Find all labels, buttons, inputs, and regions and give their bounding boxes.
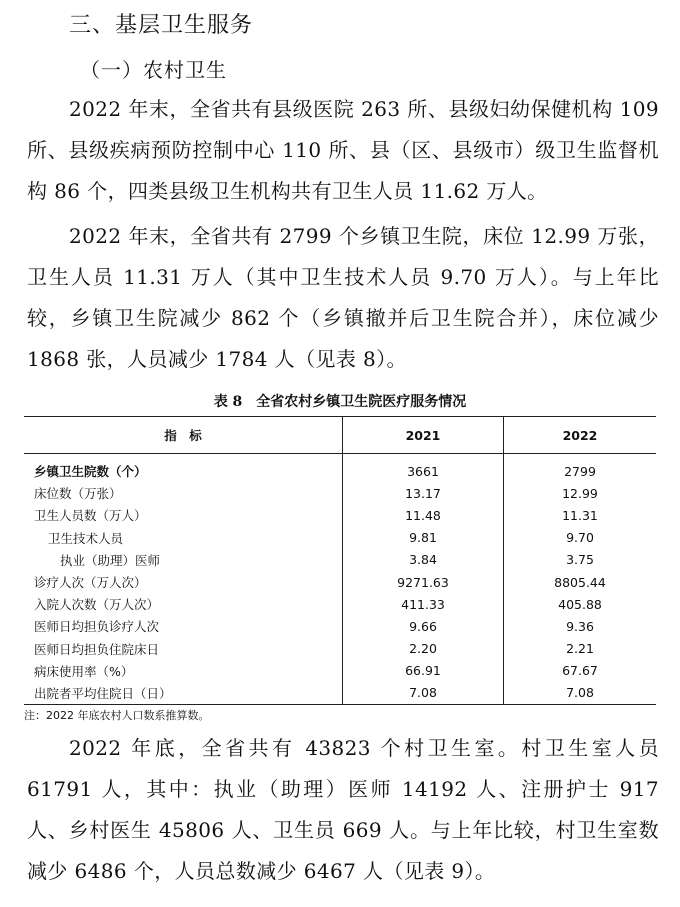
- value-2021: 66.91: [343, 660, 504, 682]
- value-2022: 67.67: [562, 663, 598, 679]
- table-row: [24, 682, 656, 705]
- table-row: [24, 638, 656, 660]
- row-label: 出院者平均住院日（日）: [24, 682, 343, 705]
- table-row: [24, 454, 656, 483]
- value-2021: 7.08: [343, 682, 504, 705]
- value-2022: 405.88: [558, 596, 602, 612]
- row-label: 医师日均担负住院床日: [34, 641, 160, 657]
- value-2022: 12.99: [562, 485, 598, 501]
- header-year-2021: 2021: [343, 417, 504, 454]
- value-2022: 8805.44: [554, 574, 606, 590]
- paragraph-text: 2022 年末，全省共有 2799 个乡镇卫生院，床位 12.99 万张，卫生人员 11.31 万人（其中卫生技术人员 9.70 万人）。与上年比较，乡镇卫生院减少 862 个（乡镇撤并后卫生院合并），床位减少 1868 张，人员减少 1784 人（见表 8）。: [27, 224, 659, 371]
- value-2022: 2.21: [566, 641, 594, 657]
- paragraph-township-health-centers: [27, 216, 659, 380]
- section-title: 三、基层卫生服务: [69, 13, 254, 38]
- paragraph-text: 2022 年底，全省共有 43823 个村卫生室。村卫生室人员 61791 人，其中：执业（助理）医师 14192 人、注册护士 917 人、乡村医生 45806 人、卫生员 669 人。与上年比较，村卫生室数减少 6486 个，人员总数减少 6467 人（见表 9）。: [27, 736, 659, 883]
- value-2022: 9.70: [566, 530, 594, 546]
- table-row: [24, 482, 656, 504]
- table-note: 注：2022 年底农村人口数系推算数。: [24, 709, 210, 722]
- township-health-center-table: [24, 416, 656, 705]
- value-2021: 9271.63: [343, 571, 504, 593]
- value-2021: 9.66: [343, 615, 504, 637]
- value-2021: 3.84: [343, 549, 504, 571]
- value-2021: 3661: [343, 454, 504, 483]
- header-year-2022: 2022: [504, 417, 657, 454]
- row-label: 医师日均担负诊疗人次: [34, 619, 160, 635]
- table-row: [24, 615, 656, 637]
- value-2021: 13.17: [343, 482, 504, 504]
- value-2021: 2.20: [343, 638, 504, 660]
- table-row: [24, 593, 656, 615]
- paragraph-village-clinics: [27, 728, 659, 892]
- value-2022: 3.75: [566, 552, 594, 568]
- row-label: 卫生人员数（万人）: [34, 508, 147, 524]
- value-2022: 2799: [564, 463, 596, 479]
- table-row: [24, 660, 656, 682]
- value-2022: 11.31: [562, 507, 598, 523]
- value-2022: 7.08: [504, 682, 657, 705]
- table-header-row: [24, 417, 656, 454]
- table-row: [24, 549, 656, 571]
- row-label: 诊疗人次（万人次）: [34, 575, 147, 591]
- value-2021: 9.81: [343, 527, 504, 549]
- header-indicator: 指 标: [24, 417, 343, 454]
- row-label: 乡镇卫生院数（个）: [34, 464, 147, 480]
- subsection-title: （一）农村卫生: [80, 58, 227, 82]
- table-row: [24, 504, 656, 526]
- value-2021: 411.33: [343, 593, 504, 615]
- paragraph-county-hospitals: [27, 89, 659, 212]
- row-label: 卫生技术人员: [48, 530, 124, 546]
- paragraph-text: 2022 年末，全省共有县级医院 263 所、县级妇幼保健机构 109 所、县级疾病预防控制中心 110 所、县（区、县级市）级卫生监督机构 86 个，四类县级卫生机构共有卫生人员 11.62 万人。: [27, 97, 659, 203]
- row-label: 执业（助理）医师: [60, 552, 161, 568]
- value-2021: 11.48: [343, 504, 504, 526]
- table-row: [24, 571, 656, 593]
- value-2022: 9.36: [566, 618, 594, 634]
- row-label: 病床使用率（%）: [34, 663, 134, 679]
- table-row: [24, 527, 656, 549]
- row-label: 床位数（万张）: [34, 486, 122, 502]
- row-label: 入院人次数（万人次）: [34, 597, 160, 613]
- table-caption: 表 8 全省农村乡镇卫生院医疗服务情况: [213, 394, 467, 410]
